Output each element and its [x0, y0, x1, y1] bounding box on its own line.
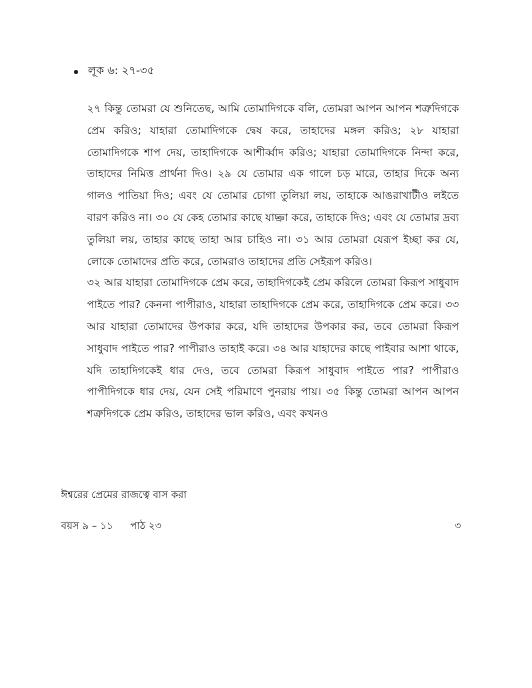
bullet-icon	[74, 70, 78, 74]
lesson-number: পাঠ ২৩	[130, 521, 162, 532]
passage-paragraph-1: ২৭ কিন্তু তোমরা যে শুনিতেছ, আমি তোমাদিগকে বলি, তোমরা আপন আপন শত্রুদিগকে প্রেম করিও; যাহারা তোমাদিগকে দ্বেষ করে, তাহাদের মঙ্গল করিও; ২৮ যাহারা তোমাদিগকে শাপ দেয়, তাহাদিগকে আশীর্ব্বাদ করিও; যাহারা তোমাদিগকে নিন্দা করে, তাহাদের নিমিত্ত প্রার্থনা দিও। ২৯ যে তোমার এক গালে চড় মারে, তাহার দিকে অন্য গালও পাতিয়া দিও; এবং যে তোমার চোগা তুলিয়া লয়, তাহাকে আঙরাখাটীও লইতে বারণ করিও না। ৩০ যে কেহ তোমার কাছে যাচ্ঞা করে, তাহাকে দিও; এবং যে তোমার দ্রব্য তুলিয়া লয়, তাহার কাছে তাহা আর চাহিও না। ৩১ আর তোমরা যেরূপ ইচ্ছা কর যে, লোকে তোমাদের প্রতি করে, তোমরাও তাহাদের প্রতি সেইরূপ করিও।	[87, 103, 459, 268]
scripture-passage	[87, 99, 459, 426]
scripture-reference	[74, 62, 154, 81]
reference-text: লূক ৬: ২৭-৩৫	[88, 64, 155, 77]
passage-paragraph-2: ৩২ আর যাহারা তোমাদিগকে প্রেম করে, তাহাদিগকেই প্রেম করিলে তোমরা কিরূপ সাধুবাদ পাইতে পার? কেননা পাপীরাও, যাহারা তাহাদিগকে প্রেম করে, তাহাদিগকে প্রেম করে। ৩৩ আর যাহারা তোমাদের উপকার করে, যদি তাহাদের উপকার কর, তবে তোমরা কিরূপ সাধুবাদ পাইতে পার? পাপীরাও তাহাই করে। ৩৪ আর যাহাদের কাছে পাইবার আশা থাকে, যদি তাহাদিগকেই ধার দেও, তবে তোমরা কিরূপ সাধুবাদ পাইতে পার? পাপীরাও পাপীদিগকে ধার দেয়, যেন সেই পরিমাণে পুনরায় পায়। ৩৫ কিন্তু তোমরা আপন আপন শত্রুদিগকে প্রেম করিও, তাহাদের ভাল করিও, এবং কখনও	[87, 277, 459, 421]
footer-title: ঈশ্বরের প্রেমের রাজত্বে বাস করা	[61, 490, 187, 501]
age-range: বয়স ৯ – ১১	[61, 521, 114, 532]
page-number: ৩	[454, 521, 461, 532]
footer	[61, 519, 461, 536]
footer-age-lesson	[61, 519, 161, 536]
